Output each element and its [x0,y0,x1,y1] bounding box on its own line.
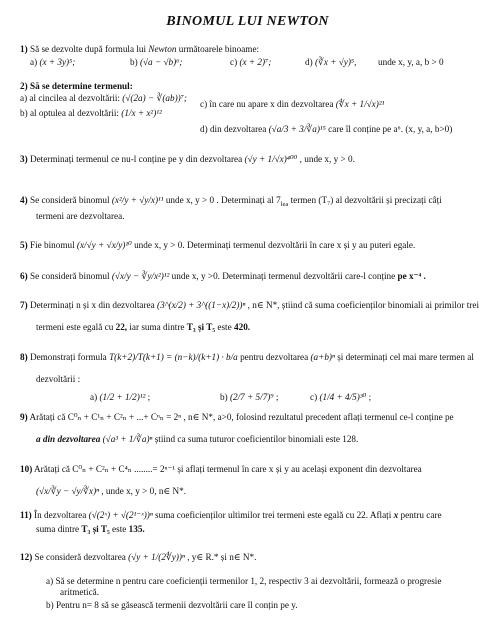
problem-text: a din dezvoltarea [36,434,101,444]
option-label: a) [30,57,38,67]
problem-text: Demonstrați formula [29,352,107,362]
formula: (√a/3 + 3/∛a)¹⁵ [268,124,326,134]
formula: (√a − √b)⁶; [139,57,183,67]
problem-text: suma coeficienților ultimilor trei termeni este egală cu 22. Aflați [155,510,392,520]
problem-number: 9) [20,412,28,422]
problem-number: 4) [20,195,28,205]
problem-number: 3) [20,154,28,164]
option-label: d) din dezvoltarea [200,124,267,134]
problem-text: Să se determine n pentru care coeficienții termenilor 1, 2, respectiv 3 ai dezvoltării, formează o progresie [55,576,442,586]
option-label: a) al cincilea al dezvoltării: [20,93,120,103]
problem-2d [200,124,452,135]
problem-number: 12) [20,552,33,562]
problem-3 [20,154,355,165]
problem-4 [20,195,442,210]
problem-text: știind ca suma tuturor coeficientilor binomiali este 128. [154,434,359,444]
option-label: c) [310,392,318,402]
problem-2 [20,81,133,92]
problem-text: Newton [148,44,177,54]
problem-7-cont [36,322,250,333]
problem-4-cont [36,211,125,222]
formula: (√x/y − ∛y/x²)¹² [111,271,170,281]
problem-text: suma dintre [36,524,80,534]
problem-8-cont [36,374,80,385]
formula: (√(2a) − ∛(ab))⁷; [122,93,187,103]
problem-number: 5) [20,240,28,250]
problem-9 [20,412,454,423]
problem-2b [20,108,162,119]
problem-text: În dezvoltarea [34,510,87,520]
problem-text: este [217,322,232,332]
problem-text: Determinați termenul ce nu-l conține pe y din dezvoltarea [29,154,243,164]
problem-text: următoarele binoame: [178,44,260,54]
formula: (√(2ˣ) + √(2¹⁻ˣ))ⁿ [88,510,153,520]
value: 22, [115,322,128,332]
problem-number: 6) [20,271,28,281]
problem-text: termeni are dezvoltarea. [36,211,125,221]
problem-number: 8) [20,352,28,362]
option-label: d) [305,57,313,67]
problem-text: Se consideră binomul [29,195,110,205]
problem-text: pe x⁻⁴ . [397,271,426,281]
formula: (3^(x/2) + 3^((1−x)/2))ⁿ [157,300,246,310]
problem-11 [20,510,442,521]
option-label: b) al optulea al dezvoltării: [20,108,119,118]
problem-12 [20,552,256,563]
formula: (x + 3y)⁵; [39,57,76,67]
option-label: c) în care nu apare x din dezvoltarea [200,99,334,109]
problem-text: care îl conține pe a⁶. (x, y, a, b>0) [328,124,453,134]
value: T₃ și T₅ [186,322,216,332]
problem-10-cont [36,486,186,497]
value: T₃ și T₅ [81,524,110,534]
problem-9-cont [36,434,358,445]
problem-text: dezvoltării : [36,374,81,384]
page-title: BINOMUL LUI NEWTON [166,14,329,29]
problem-number: 2) [20,81,28,91]
formula: (1/x + x²)¹² [121,108,162,118]
problem-number: 10) [20,464,33,474]
problem-8 [20,352,474,363]
problem-text: Să se dezvolte după formula lui [29,44,147,54]
problem-text: Fie binomul [29,240,75,250]
problem-1 [20,44,259,55]
problem-text: Pentru n= 8 să se găsească termenii dezvoltării care îl conțin pe y. [55,600,298,610]
problem-text: Se consideră binomul [29,271,110,281]
option-label: c) [230,57,238,67]
formula: (x/√y + √x/y)¹⁰ [76,240,132,250]
problem-text: și aflați termenul în care x și y au același exponent din dezvoltarea [177,464,422,474]
value: 135. [128,524,145,534]
problem-2c [200,99,384,110]
problem-text: pentru care [400,510,442,520]
option-label: b) [220,392,228,402]
problem-text: , n∈ N*, știind că suma coeficienților binomiali ai primilor trei [247,300,480,310]
formula: (√y + 1/(2∜y))ⁿ [128,552,185,562]
formula: (x + 2)⁷; [239,57,272,67]
problem-text: Se consideră dezvoltarea [34,552,126,562]
problem-text: Arătați că C⁰ₙ + C²ₙ + C⁴ₙ ........= 2ⁿ⁻¹ [34,464,176,474]
problem-text: este [112,524,127,534]
problem-text: Arătați că C⁰ₙ + C¹ₙ + C²ₙ + ...+ Cⁿₙ = 2ⁿ , n∈ N*, a>0, folosind rezultatul precedent aflați termenul ce-l conține pe [29,412,454,422]
problem-12a [46,576,441,587]
problem-text: Să se determine termenul: [29,81,133,91]
formula: (x²/y + √y/x)¹¹ [111,195,164,205]
problem-number: 11) [20,510,32,520]
option-label: b) [46,600,54,610]
formula: (∛x + √y)⁵, [314,57,357,67]
formula: (a+b)ⁿ [310,352,335,362]
problem-6 [20,271,426,282]
problem-text: , y∈ R.* și n∈ N*. [187,552,257,562]
problem-12b [46,600,298,611]
problem-text: și determinați cel mai mare termen al [337,352,474,362]
problem-5 [20,240,415,251]
problem-text: iar suma dintre [129,322,185,332]
problem-text: x [393,510,399,520]
formula: (√y + 1/√x)⁴⁰⁰ [244,154,298,164]
problem-10 [20,464,422,475]
formula: (√a³ + 1/∛a)ⁿ [102,434,153,444]
problem-text: termen (T₇) al dezvoltării și precizați câți [290,195,442,205]
option-label: a) [90,392,98,402]
problem-12a-cont [60,587,99,598]
problem-text: termeni este egală cu [36,322,114,332]
formula: (2/7 + 5/7)⁹ [229,392,274,402]
option-label: a) [46,576,54,586]
formula: (√x/∛y − √y/∛x)ⁿ [36,486,100,496]
formula: (1/2 + 1/2)¹² [99,392,146,402]
problem-7 [20,300,479,311]
condition-text: , unde x, y > 0. [299,154,355,164]
formula: T(k+2)/T(k+1) = (n−k)/(k+1) · b/a [109,352,238,362]
subscript: lea [280,200,289,208]
document-page: BINOMUL LUI NEWTON 1) Să se dezvolte după formula lui Newton următoarele binoame: a) (x + 3y)⁵; b) (√a − √b)⁶; c) (x + 2)⁷; d) (∛x + √y)⁵, unde x, y, a, b > 0 2) Să se determine termenul: a) al cincilea al dezvoltării: (√(2a) − ∛(ab))⁷; b) al optulea al dezvoltării: (1/x + x²)¹² c) în care nu apare x din dezvoltarea (∜x + 1/√x)²¹ d) din dezvoltarea (√a/3 + 3/∛a)¹⁵ care îl conține pe a⁶. (x, y, a, b>0) 3) Determinați termenul ce nu-l conține pe y din dezvoltarea (√y + 1/√x)⁴⁰⁰ , unde x, y > 0. 4) Se consideră binomul (x²/y + √y/x)¹¹ unde x, y > 0 . Determinați al $7_{lea}$ termen (T₇) al dezvoltării și precizați câți termeni are dezvoltarea. 5) Fie binomul (x/√y + √x/y)¹⁰ unde x, y > 0. Determinați termenul dezvoltării în care x și y au puteri egale. 6) Se consideră binomul (√x/y − ∛y/x²)¹² unde x, y >0. Determinați termenul dezvoltării care-l conține pe x⁻⁴ . 7) Determinați n și x din dezvoltarea (3^(x/2) + 3^((1−x)/2))ⁿ , n∈ N*, știind că suma coeficienților binomiali ai primilor trei termeni este egală cu 22, iar suma dintre T₃ și T₅ este 420. 8) Demonstrați formula T(k+2)/T(k+1) = (n−k)/(k+1) · b/a pentru dezvoltarea (a+b)ⁿ și determinați cel mai mare termen al dezvoltării : a) (1/2 + 1/2)¹² ; b) (2/7 + 5/7)⁹ ; c) (1/4 + 4/5)³⁰ ; 9) Arătați că C⁰ₙ + C¹ₙ + C²ₙ + ...+ Cⁿₙ = 2ⁿ , n∈ N*, a>0, folosind rezultatul precedent aflați termenul ce-l conține pe a din dezvoltarea (√a³ + 1/∛a)ⁿ știind ca suma tuturor coeficientilor binomiali este 128. 10) Arătați că C⁰ₙ + C²ₙ + C⁴ₙ ........= 2ⁿ⁻¹ și aflați termenul în care x și y au același exponent din dezvoltarea (√x/∛y − √y/∛x)ⁿ , unde x, y > 0, n∈ N*. 11) În dezvoltarea (√(2ˣ) + √(2¹⁻ˣ))ⁿ suma coeficienților ultimilor trei termeni este egală cu 22. Aflați x pentru care suma dintre T₃ și T₅ este 135. 12) Se consideră dezvoltarea (√y + 1/(2∜y))ⁿ , y∈ R.* și n∈ N*. a) Să se determine n pentru care coeficienții termenilor 1, 2, respectiv 3 ai dezvoltării, formează o progresie aritmetică. b) Pentru n= 8 să se găsească termenii dezvoltării care îl conțin pe y. [0,0,495,640]
problem-text: unde x, y > 0 . Determinați al 7 [165,195,281,205]
problem-text: Determinați n și x din dezvoltarea [29,300,155,310]
value: 420. [234,322,251,332]
condition-text: unde x, y, a, b > 0 [378,57,444,67]
problem-text: unde x, y > 0. Determinați termenul dezvoltării în care x și y au puteri egale. [134,240,416,250]
problem-text: unde x, y >0. Determinați termenul dezvoltării care-l conține [171,271,396,281]
problem-2a [20,93,187,104]
problem-text: aritmetică. [60,587,100,597]
problem-11-cont [36,524,145,535]
formula: (∜x + 1/√x)²¹ [335,99,385,109]
problem-text: pentru dezvoltarea [240,352,309,362]
problem-number: 7) [20,300,28,310]
formula: (1/4 + 4/5)³⁰ [319,392,367,402]
option-label: b) [130,57,138,67]
problem-number: 1) [20,44,28,54]
problem-text: , unde x, y > 0, n∈ N*. [101,486,187,496]
